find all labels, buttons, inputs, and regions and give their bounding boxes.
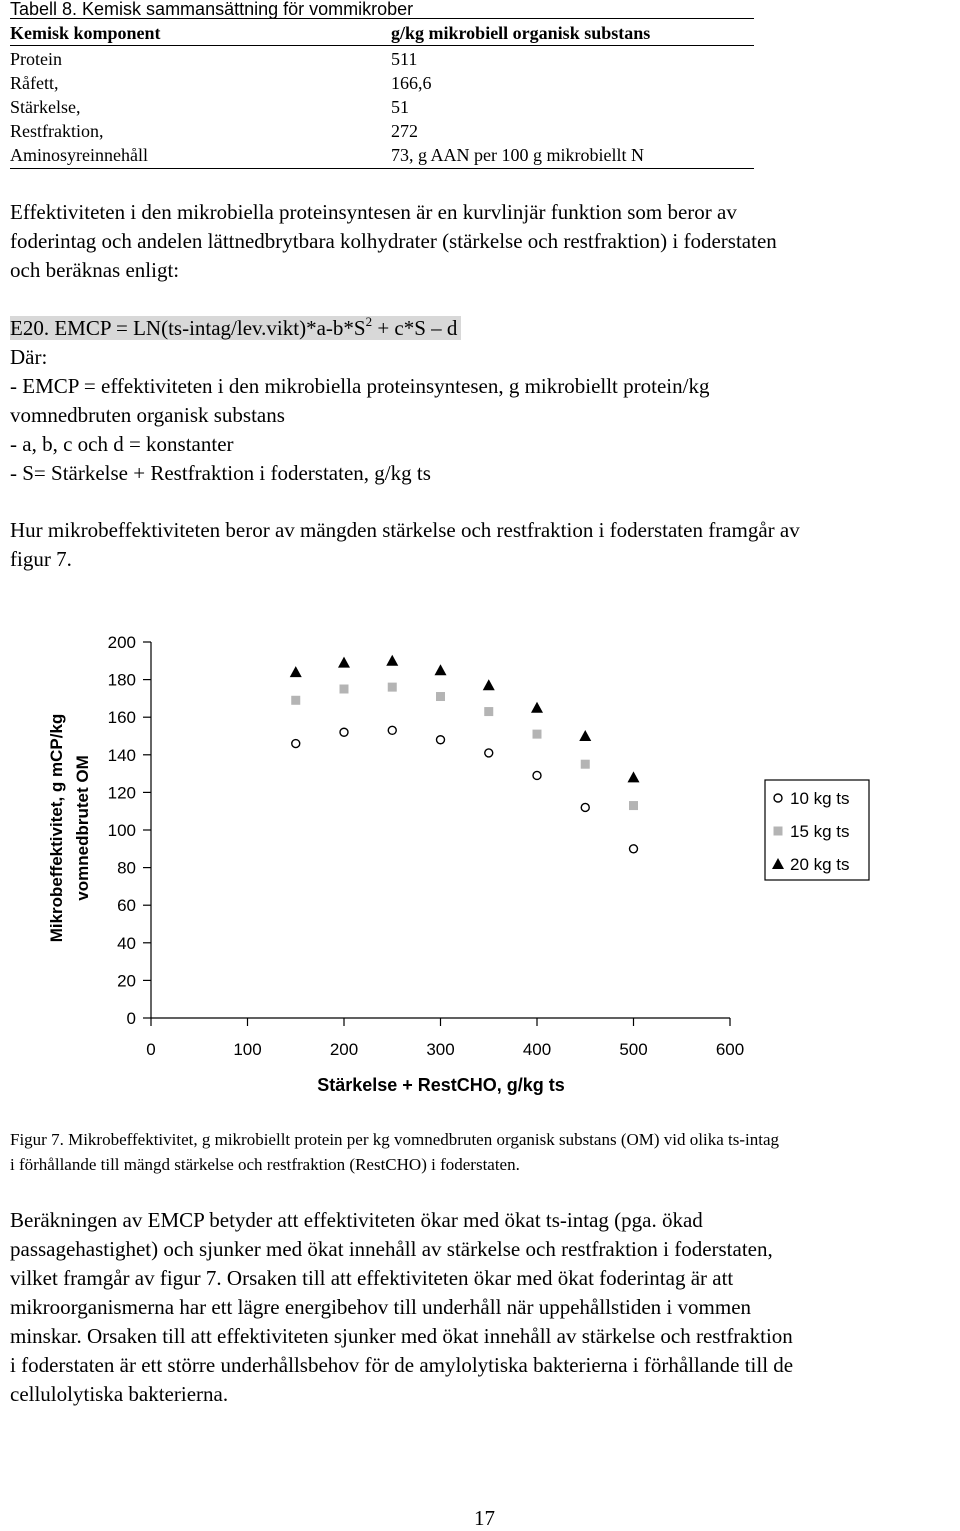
text-line: passagehastighet) och sjunker med ökat innehåll av stärkelse och restfraktion i foderstaten,	[10, 1237, 773, 1261]
x-tick-label: 100	[233, 1040, 262, 1059]
data-point	[340, 728, 348, 736]
data-point	[388, 726, 396, 734]
data-point	[533, 771, 541, 779]
data-point	[436, 692, 445, 701]
header-value: g/kg mikrobiell organisk substans	[391, 23, 651, 43]
y-tick-label: 120	[107, 783, 136, 803]
data-point	[338, 657, 350, 668]
data-point	[484, 707, 493, 716]
table-cell: 511	[391, 49, 418, 69]
text-line: cellulolytiska bakterierna.	[10, 1382, 229, 1406]
text-line: och beräknas enligt:	[10, 258, 180, 282]
scatter-chart	[0, 620, 960, 1110]
data-point	[292, 740, 300, 748]
data-point	[435, 664, 447, 675]
chart-marks	[290, 655, 640, 853]
table-cell: Restfraktion,	[10, 121, 104, 141]
text-line: - S= Stärkelse + Restfraktion i foderstaten, g/kg ts	[10, 461, 431, 485]
table-cell: Råfett,	[10, 73, 59, 93]
text-line: - a, b, c och d = konstanter	[10, 432, 234, 456]
y-axis-label-line-2: vomnedbrutet OM	[73, 755, 92, 901]
caption-line: Figur 7. Mikrobeffektivitet, g mikrobiellt protein per kg vomnedbruten organisk substans (OM) vid olika ts-intag	[10, 1130, 779, 1149]
formula	[10, 314, 461, 345]
text-line: Hur mikrobeffektiviteten beror av mängden stärkelse och restfraktion i foderstaten framgår av	[10, 518, 800, 542]
text-line: figur 7.	[10, 547, 72, 571]
data-point	[630, 845, 638, 853]
x-tick-label: 300	[426, 1040, 455, 1059]
dar-label: Där:	[10, 345, 48, 369]
legend-entry-label: 15 kg ts	[790, 822, 850, 841]
table-row	[10, 71, 754, 95]
chart-axes	[108, 633, 745, 1059]
table-header-rule	[10, 45, 754, 46]
data-point	[290, 666, 302, 677]
data-point	[437, 736, 445, 744]
formula-tail: + c*S – d	[372, 316, 458, 340]
table-cell: 272	[391, 121, 418, 141]
table-cell: Aminosyreinnehåll	[10, 145, 148, 165]
data-point	[581, 803, 589, 811]
data-point	[581, 760, 590, 769]
legend-marker	[774, 794, 782, 802]
x-axis-label: Stärkelse + RestCHO, g/kg ts	[317, 1075, 565, 1095]
table-row	[10, 95, 754, 119]
text-line: vilket framgår av figur 7. Orsaken till att effektiviteten ökar med ökat foderintag är att	[10, 1266, 734, 1290]
figure-caption	[10, 1127, 958, 1177]
legend-entry-label: 10 kg ts	[790, 789, 850, 808]
formula-superscript: 2	[365, 314, 373, 329]
closing-paragraph	[10, 1206, 955, 1409]
caption-line: i förhållande till mängd stärkelse och restfraktion (RestCHO) i foderstaten.	[10, 1155, 520, 1174]
y-tick-label: 160	[107, 708, 136, 728]
y-tick-label: 80	[117, 858, 136, 878]
text-line: - EMCP = effektiviteten i den mikrobiella proteinsyntesen, g mikrobiellt protein/kg	[10, 374, 710, 398]
table-cell: 73, g AAN per 100 g mikrobiellt N	[391, 145, 644, 165]
x-tick-label: 200	[329, 1040, 359, 1059]
table-cell: 51	[391, 97, 409, 117]
data-point	[291, 696, 300, 705]
table-caption: Tabell 8. Kemisk sammansättning för vommikrober	[10, 0, 414, 19]
y-tick-label: 100	[107, 821, 136, 840]
text-line: Beräkningen av EMCP betyder att effektiviteten ökar med ökat ts-intag (pga. ökad	[10, 1208, 703, 1232]
data-point	[388, 683, 397, 692]
data-point	[628, 771, 640, 782]
text-line: mikroorganismerna har ett lägre energibehov till underhåll när uppehållstiden i vommen	[10, 1295, 752, 1319]
intro-paragraph	[10, 198, 955, 285]
data-point	[485, 749, 493, 757]
y-axis-label-line-1: Mikrobeffektivitet, g mCP/kg	[47, 713, 66, 943]
header-component: Kemisk komponent	[10, 23, 161, 43]
data-point	[533, 730, 542, 739]
figure-reference-paragraph	[10, 516, 955, 574]
text-line: i foderstaten är ett större underhållsbehov för de amylolytiska bakterierna i förhållande till de	[10, 1353, 794, 1377]
data-point	[386, 655, 398, 666]
x-tick-label: 500	[619, 1040, 648, 1059]
table-cell: Stärkelse,	[10, 97, 81, 117]
text-line: foderintag och andelen lättnedbrytbara kolhydrater (stärkelse och restfraktion) i foderstaten	[10, 229, 777, 253]
chart-legend	[765, 780, 869, 880]
text-line: vomnedbruten organisk substans	[10, 403, 285, 427]
data-point	[579, 730, 591, 741]
legend-entry-label: 20 kg ts	[790, 855, 850, 874]
data-point	[483, 679, 495, 690]
y-tick-label: 180	[107, 670, 136, 690]
data-point	[629, 801, 638, 810]
y-tick-label: 200	[107, 633, 136, 652]
table-header-row	[10, 21, 754, 45]
table-row	[10, 119, 754, 143]
text-line: Effektiviteten i den mikrobiella proteinsyntesen är en kurvlinjär funktion som beror av	[10, 200, 737, 224]
formula-main: E20. EMCP = LN(ts-intag/lev.vikt)*a-b*S	[10, 316, 366, 340]
x-tick-label: 600	[715, 1040, 745, 1059]
text-line: minskar. Orsaken till att effektiviteten sjunker med ökat innehåll av stärkelse och restfraktion	[10, 1324, 793, 1348]
data-point	[531, 702, 543, 713]
data-point	[340, 685, 349, 694]
table-bottom-rule	[10, 168, 754, 169]
y-tick-label: 40	[117, 933, 136, 953]
y-tick-label: 0	[126, 1009, 136, 1028]
x-tick-label: 0	[146, 1040, 156, 1059]
table-top-rule	[10, 18, 754, 19]
table-row	[10, 47, 754, 71]
table-cell: 166,6	[391, 73, 432, 93]
table-row	[10, 143, 754, 167]
y-tick-label: 140	[107, 745, 136, 765]
legend-marker	[774, 827, 783, 836]
y-tick-label: 20	[117, 971, 136, 991]
page-number: 17	[474, 1506, 495, 1530]
table-cell: Protein	[10, 49, 62, 69]
x-tick-label: 400	[522, 1040, 552, 1059]
definitions	[10, 343, 955, 488]
y-tick-label: 60	[117, 896, 136, 916]
formula-highlight	[10, 316, 461, 340]
